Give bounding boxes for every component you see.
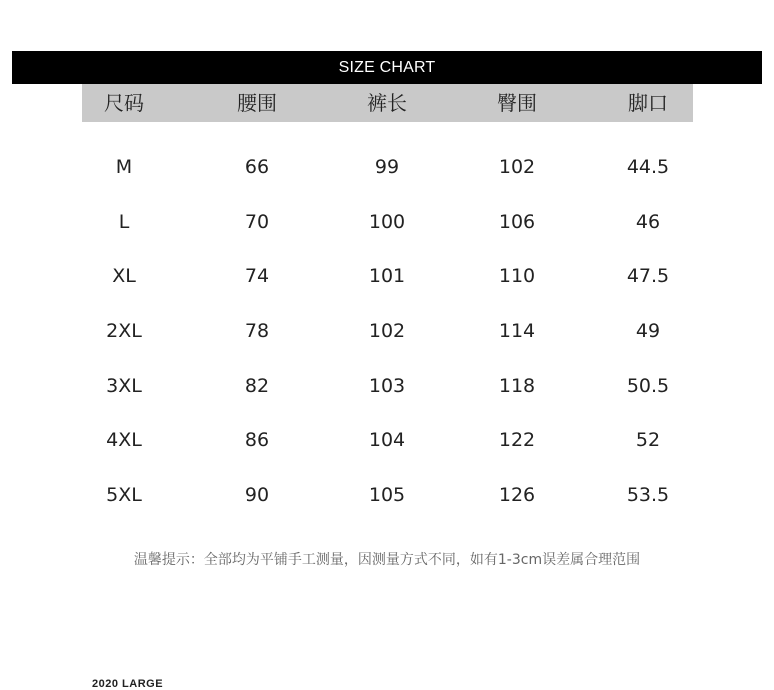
cell-waist: 66 [244,156,270,178]
table-row [0,480,774,510]
cell-pants-length: 101 [368,265,406,287]
header-size: 尺码 [104,91,144,115]
cell-hip: 126 [498,484,536,506]
header-hip: 臀围 [497,91,537,115]
cell-leg-opening: 50.5 [626,375,670,397]
cell-size: 4XL [106,429,142,451]
cell-pants-length: 102 [368,320,406,342]
table-row [0,316,774,346]
table-row [0,371,774,401]
cell-hip: 122 [498,429,536,451]
cell-hip: 118 [498,375,536,397]
footer-label: 2020 LARGE [92,678,164,690]
cell-leg-opening: 49 [635,320,661,342]
cell-size: L [118,211,130,233]
cell-waist: 82 [244,375,270,397]
table-row [0,207,774,237]
table-row [0,261,774,291]
cell-size: 2XL [106,320,142,342]
header-leg-opening: 脚口 [628,91,668,115]
cell-hip: 106 [498,211,536,233]
cell-pants-length: 99 [374,156,400,178]
header-pants-length: 裤长 [367,91,407,115]
cell-leg-opening: 52 [635,429,661,451]
cell-hip: 110 [498,265,536,287]
cell-size: 3XL [106,375,142,397]
cell-pants-length: 103 [368,375,406,397]
cell-leg-opening: 47.5 [626,265,670,287]
table-header-row [82,84,693,122]
cell-waist: 90 [244,484,270,506]
table-row [0,152,774,182]
cell-pants-length: 100 [368,211,406,233]
cell-waist: 70 [244,211,270,233]
header-waist: 腰围 [237,91,277,115]
cell-leg-opening: 44.5 [626,156,670,178]
cell-waist: 74 [244,265,270,287]
cell-waist: 78 [244,320,270,342]
table-row [0,425,774,455]
measurement-note: 温馨提示：全部均为平铺手工测量，因测量方式不同，如有1-3cm误差属合理范围 [133,552,641,568]
cell-hip: 102 [498,156,536,178]
size-chart-title: SIZE CHART [338,58,436,76]
cell-size: 5XL [106,484,142,506]
cell-pants-length: 105 [368,484,406,506]
cell-leg-opening: 53.5 [626,484,670,506]
cell-leg-opening: 46 [635,211,661,233]
cell-hip: 114 [498,320,536,342]
cell-pants-length: 104 [368,429,406,451]
cell-size: M [115,156,133,178]
size-chart-title-bar [12,51,762,84]
cell-size: XL [112,265,136,287]
cell-waist: 86 [244,429,270,451]
